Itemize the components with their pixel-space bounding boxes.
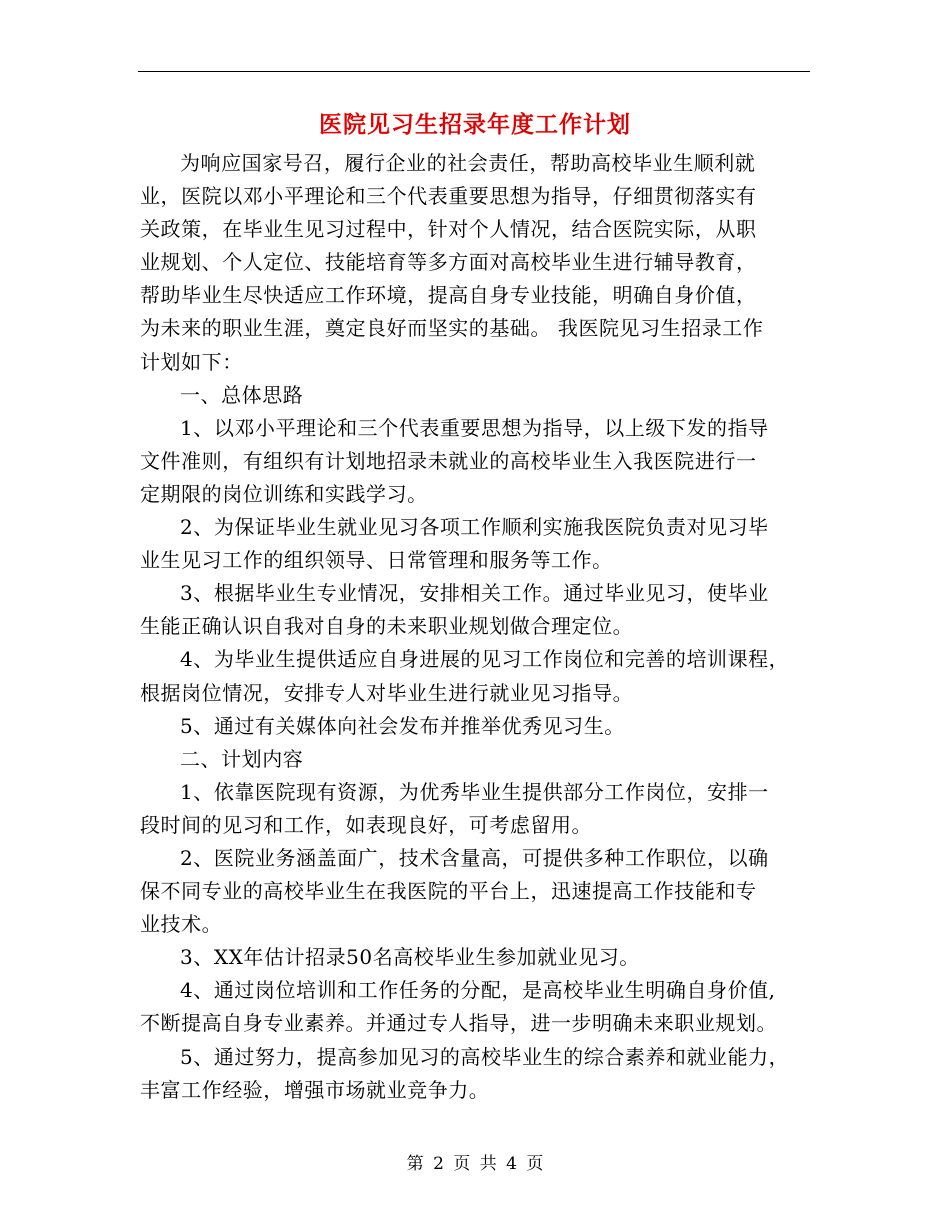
- body-text-line: 关政策，在毕业生见习过程中，针对个人情况，结合医院实际，从职: [140, 217, 757, 242]
- body-text-line: 3、根据毕业生专业情况，安排相关工作。通过毕业见习，使毕业: [180, 581, 769, 606]
- body-text-line: 一、总体思路: [180, 382, 304, 407]
- body-text-line: 1、以邓小平理论和三个代表重要思想为指导，以上级下发的指导: [180, 415, 769, 440]
- body-text-line: 1、依靠医院现有资源，为优秀毕业生提供部分工作岗位，安排一: [180, 779, 769, 804]
- body-text-line: 文件准则，有组织有计划地招录未就业的高校毕业生入我医院进行一: [140, 448, 757, 473]
- body-text-line: 5、通过努力，提高参加见习的高校毕业生的综合素养和就业能力，: [180, 1044, 790, 1069]
- body-text-line: 丰富工作经验，增强市场就业竞争力。: [140, 1077, 490, 1102]
- body-text-line: 2、为保证毕业生就业见习各项工作顺利实施我医院负责对见习毕: [180, 515, 769, 540]
- body-text-line: 定期限的岗位训练和实践学习。: [140, 481, 428, 506]
- body-text-line: 为响应国家号召，履行企业的社会责任，帮助高校毕业生顺利就: [180, 151, 756, 175]
- body-text-line: 计划如下：: [140, 349, 243, 374]
- document-title: 医院见习生招录年度工作计划: [319, 111, 631, 138]
- body-text-line: 业生见习工作的组织领导、日常管理和服务等工作。: [140, 548, 613, 573]
- body-text-line: 不断提高自身专业素养。并通过专人指导，进一步明确未来职业规划。: [140, 1011, 778, 1036]
- body-text-line: 5、通过有关媒体向社会发布并推举优秀见习生。: [180, 713, 625, 738]
- body-text-line: 帮助毕业生尽快适应工作环境，提高自身专业技能，明确自身价值，: [140, 283, 757, 308]
- body-text-line: 根据岗位情况，安排专人对毕业生进行就业见习指导。: [140, 680, 634, 705]
- body-text-line: 业，医院以邓小平理论和三个代表重要思想为指导，仔细贯彻落实有: [140, 184, 757, 209]
- body-text-line: 2、医院业务涵盖面广，技术含量高，可提供多种工作职位，以确: [180, 845, 769, 870]
- body-text-line: 业技术。: [140, 912, 223, 937]
- body-text-line: 保不同专业的高校毕业生在我医院的平台上，迅速提高工作技能和专: [140, 879, 757, 904]
- body-text-line: 生能正确认识自我对自身的未来职业规划做合理定位。: [140, 614, 634, 639]
- body-text-line: 业规划、个人定位、技能培育等多方面对高校毕业生进行辅导教育，: [140, 250, 757, 275]
- header-rule: [138, 71, 810, 72]
- body-text-line: 4、为毕业生提供适应自身进展的见习工作岗位和完善的培训课程，: [180, 647, 790, 672]
- body-text-line: 二、计划内容: [180, 746, 304, 771]
- body-text-line: 为未来的职业生涯，奠定良好而坚实的基础。 我医院见习生招录工作: [140, 316, 764, 341]
- body-text-line: 段时间的见习和工作，如表现良好，可考虑留用。: [140, 812, 593, 837]
- body-text-line: 4、通过岗位培训和工作任务的分配，是高校毕业生明确自身价值,: [180, 978, 776, 1003]
- body-text-line: 3、XX年估计招录50名高校毕业生参加就业见习。: [180, 945, 640, 970]
- page-number-footer: 第 2 页 共 4 页: [406, 1154, 544, 1174]
- document-body: [140, 147, 812, 1107]
